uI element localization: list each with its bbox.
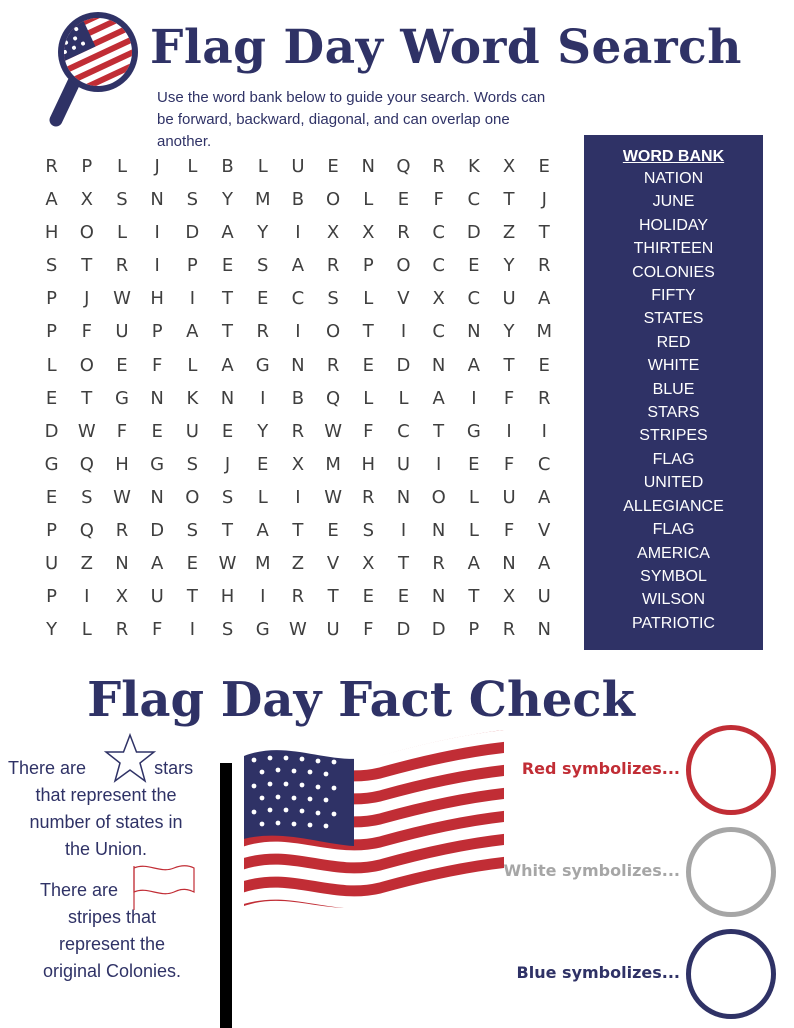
grid-letter[interactable]: E bbox=[397, 189, 410, 211]
grid-letter[interactable]: N bbox=[220, 387, 235, 409]
grid-letter[interactable]: E bbox=[362, 586, 374, 608]
grid-letter[interactable]: L bbox=[398, 387, 409, 409]
grid-letter[interactable]: D bbox=[396, 354, 411, 376]
grid-letter[interactable]: N bbox=[396, 486, 411, 508]
grid-letter[interactable]: G bbox=[255, 354, 270, 376]
grid-letter[interactable]: L bbox=[116, 222, 127, 244]
grid-row bbox=[34, 580, 562, 613]
grid-letter[interactable]: A bbox=[45, 189, 58, 211]
grid-letter[interactable]: K bbox=[467, 156, 480, 177]
grid-letter[interactable]: N bbox=[467, 321, 481, 343]
grid-letter[interactable]: D bbox=[44, 420, 59, 442]
grid-letter[interactable]: P bbox=[81, 156, 93, 177]
grid-letter[interactable]: F bbox=[503, 453, 515, 475]
star-answer-icon[interactable] bbox=[103, 732, 157, 786]
word-bank-item: STRIPES bbox=[639, 427, 708, 445]
grid-letter[interactable]: X bbox=[291, 453, 305, 475]
grid-letter[interactable]: N bbox=[291, 354, 305, 376]
grid-row bbox=[34, 481, 562, 514]
grid-letter[interactable]: F bbox=[151, 354, 163, 376]
word-bank-item: BLUE bbox=[652, 380, 695, 398]
grid-letter[interactable]: E bbox=[257, 453, 269, 475]
word-bank-item: AMERICA bbox=[637, 544, 710, 562]
grid-letter[interactable]: F bbox=[151, 619, 163, 641]
grid-letter[interactable]: A bbox=[467, 354, 480, 376]
american-flag-icon bbox=[240, 728, 508, 928]
grid-letter[interactable]: I bbox=[541, 420, 547, 442]
grid-letter[interactable]: T bbox=[362, 321, 374, 343]
grid-letter[interactable]: L bbox=[257, 156, 268, 177]
grid-letter[interactable]: B bbox=[291, 189, 305, 211]
grid-letter[interactable]: E bbox=[468, 453, 480, 475]
grid-letter[interactable]: L bbox=[468, 486, 479, 508]
grid-letter[interactable]: C bbox=[467, 189, 481, 211]
grid-letter[interactable]: Q bbox=[79, 453, 94, 475]
grid-letter[interactable]: U bbox=[185, 420, 199, 442]
grid-letter[interactable]: R bbox=[326, 354, 340, 376]
grid-letter[interactable]: R bbox=[537, 255, 551, 277]
grid-letter[interactable]: S bbox=[362, 520, 374, 542]
grid-letter[interactable]: L bbox=[116, 156, 127, 177]
grid-letter[interactable]: D bbox=[431, 619, 446, 641]
grid-letter[interactable]: U bbox=[45, 553, 59, 575]
grid-letter[interactable]: F bbox=[81, 321, 92, 343]
word-bank-item: THIRTEEN bbox=[633, 240, 714, 258]
grid-letter[interactable]: U bbox=[502, 288, 516, 310]
grid-letter[interactable]: T bbox=[468, 586, 480, 608]
grid-letter[interactable]: O bbox=[326, 321, 341, 343]
blue-symbolizes-label: Blue symbolizes... bbox=[516, 963, 680, 982]
grid-letter[interactable]: P bbox=[46, 321, 58, 343]
grid-letter[interactable]: R bbox=[291, 586, 305, 608]
grid-letter[interactable]: J bbox=[541, 189, 547, 211]
grid-letter[interactable]: D bbox=[150, 520, 165, 542]
grid-letter[interactable]: R bbox=[502, 619, 516, 641]
grid-letter[interactable]: R bbox=[537, 387, 551, 409]
grid-letter[interactable]: C bbox=[397, 420, 410, 442]
word-bank-item: WILSON bbox=[641, 591, 706, 609]
grid-letter[interactable]: S bbox=[327, 288, 339, 310]
grid-letter[interactable]: S bbox=[221, 486, 234, 508]
stripes-answer-flag-icon[interactable] bbox=[130, 862, 198, 912]
grid-letter[interactable]: A bbox=[256, 520, 269, 542]
page-title: Flag Day Word Search bbox=[150, 20, 742, 75]
grid-letter[interactable]: T bbox=[292, 520, 304, 542]
stripes-fact-line3: represent the bbox=[58, 934, 166, 954]
grid-letter[interactable]: I bbox=[260, 586, 266, 608]
grid-letter[interactable]: P bbox=[46, 520, 58, 542]
grid-letter[interactable]: O bbox=[396, 255, 411, 277]
grid-letter[interactable]: I bbox=[260, 387, 266, 409]
grid-letter[interactable]: A bbox=[221, 354, 234, 376]
grid-letter[interactable]: C bbox=[432, 222, 445, 244]
grid-row bbox=[34, 315, 562, 348]
grid-letter[interactable]: M bbox=[254, 553, 271, 575]
grid-letter[interactable]: I bbox=[506, 420, 512, 442]
word-bank-title: WORD BANK bbox=[622, 148, 725, 165]
grid-letter[interactable]: R bbox=[115, 619, 129, 641]
stripes-fact-line2: stripes that bbox=[67, 907, 157, 927]
grid-letter[interactable]: S bbox=[186, 453, 199, 475]
word-bank-item: FLAG bbox=[652, 450, 695, 468]
grid-letter[interactable]: S bbox=[257, 255, 269, 277]
stars-fact-line1-right: stars bbox=[154, 758, 194, 778]
grid-letter[interactable]: E bbox=[327, 156, 339, 177]
grid-letter[interactable]: E bbox=[257, 288, 269, 310]
grid-letter[interactable]: J bbox=[224, 453, 231, 475]
grid-letter[interactable]: Z bbox=[80, 553, 93, 575]
grid-letter[interactable]: I bbox=[400, 321, 407, 343]
grid-letter[interactable]: L bbox=[363, 189, 374, 211]
grid-letter[interactable]: R bbox=[291, 420, 305, 442]
grid-letter[interactable]: I bbox=[436, 453, 442, 475]
grid-letter[interactable]: G bbox=[255, 619, 270, 641]
grid-letter[interactable]: O bbox=[185, 486, 200, 508]
grid-letter[interactable]: A bbox=[221, 222, 234, 244]
grid-letter[interactable]: H bbox=[44, 222, 59, 244]
stars-fact-line4: the Union. bbox=[64, 839, 148, 859]
grid-letter[interactable]: F bbox=[503, 520, 515, 542]
grid-letter[interactable]: A bbox=[291, 255, 305, 277]
grid-letter[interactable]: Y bbox=[503, 321, 515, 343]
grid-letter[interactable]: E bbox=[468, 255, 480, 277]
grid-letter[interactable]: L bbox=[468, 520, 479, 542]
word-bank-item: ALLEGIANCE bbox=[623, 497, 724, 515]
grid-letter[interactable]: B bbox=[221, 156, 234, 177]
red-answer-circle[interactable] bbox=[686, 725, 776, 815]
grid-letter[interactable]: E bbox=[397, 586, 410, 608]
grid-letter[interactable]: Y bbox=[257, 420, 269, 442]
grid-letter[interactable]: L bbox=[46, 354, 57, 376]
word-bank-item: COLONIES bbox=[632, 263, 715, 281]
grid-letter[interactable]: N bbox=[431, 586, 446, 608]
grid-row bbox=[34, 150, 562, 183]
grid-letter[interactable]: N bbox=[502, 553, 516, 575]
grid-letter[interactable]: E bbox=[538, 156, 550, 177]
grid-letter[interactable]: X bbox=[80, 189, 93, 211]
grid-letter[interactable]: N bbox=[537, 619, 551, 641]
grid-letter[interactable]: W bbox=[324, 420, 342, 442]
grid-letter[interactable]: P bbox=[46, 586, 58, 608]
grid-letter[interactable]: Y bbox=[257, 222, 269, 244]
grid-letter[interactable]: C bbox=[537, 453, 551, 475]
flag-pole bbox=[220, 763, 232, 1028]
grid-letter[interactable]: Y bbox=[46, 619, 58, 641]
grid-letter[interactable]: G bbox=[466, 420, 481, 442]
word-bank-item: NATION bbox=[643, 170, 704, 187]
grid-row bbox=[34, 382, 562, 415]
grid-row bbox=[34, 415, 562, 448]
grid-letter[interactable]: F bbox=[503, 387, 515, 409]
grid-row bbox=[34, 282, 562, 315]
grid-letter[interactable]: L bbox=[363, 288, 374, 310]
grid-row bbox=[34, 183, 562, 216]
grid-letter[interactable]: C bbox=[291, 288, 305, 310]
grid-letter[interactable]: H bbox=[150, 288, 164, 310]
grid-letter[interactable]: O bbox=[79, 222, 94, 244]
grid-letter[interactable]: H bbox=[220, 586, 235, 608]
grid-letter[interactable]: I bbox=[295, 486, 301, 508]
grid-letter[interactable]: R bbox=[397, 222, 410, 244]
word-bank-item: HOLIDAY bbox=[638, 216, 709, 234]
grid-letter[interactable]: G bbox=[44, 453, 59, 475]
grid-letter[interactable]: T bbox=[433, 420, 445, 442]
grid-letter[interactable]: L bbox=[363, 387, 374, 409]
grid-letter[interactable]: S bbox=[81, 486, 93, 508]
grid-letter[interactable]: W bbox=[289, 619, 307, 641]
word-bank-item: STARS bbox=[647, 404, 700, 422]
grid-row bbox=[34, 349, 562, 382]
grid-letter[interactable]: G bbox=[114, 387, 129, 409]
grid-letter[interactable]: V bbox=[326, 553, 340, 575]
grid-row bbox=[34, 249, 562, 282]
grid-letter[interactable]: C bbox=[467, 288, 481, 310]
grid-letter[interactable]: Z bbox=[502, 222, 516, 244]
grid-letter[interactable]: I bbox=[154, 222, 160, 244]
grid-letter[interactable]: R bbox=[432, 553, 445, 575]
word-bank-item: RED bbox=[656, 333, 691, 351]
grid-letter[interactable]: C bbox=[432, 255, 445, 277]
grid-letter[interactable]: U bbox=[115, 321, 129, 343]
grid-row bbox=[34, 613, 562, 646]
stripes-fact-line1: There are bbox=[40, 880, 119, 900]
grid-letter[interactable]: A bbox=[432, 387, 445, 409]
grid-letter[interactable]: X bbox=[362, 222, 375, 244]
grid-letter[interactable]: T bbox=[222, 520, 234, 542]
grid-letter[interactable]: T bbox=[81, 387, 93, 409]
grid-letter[interactable]: X bbox=[115, 586, 129, 608]
grid-letter[interactable]: V bbox=[538, 520, 551, 542]
grid-letter[interactable]: U bbox=[396, 453, 411, 475]
grid-letter[interactable]: M bbox=[325, 453, 341, 475]
white-symbolizes-label: White symbolizes... bbox=[503, 861, 680, 880]
grid-letter[interactable]: J bbox=[154, 156, 160, 177]
grid-letter[interactable]: R bbox=[256, 321, 269, 343]
grid-letter[interactable]: E bbox=[221, 420, 234, 442]
grid-letter[interactable]: P bbox=[186, 255, 198, 277]
grid-letter[interactable]: P bbox=[362, 255, 374, 277]
grid-letter[interactable]: S bbox=[45, 255, 58, 277]
grid-letter[interactable]: L bbox=[81, 619, 92, 641]
word-bank-item: FLAG bbox=[652, 521, 695, 539]
grid-letter[interactable]: A bbox=[150, 553, 164, 575]
grid-letter[interactable]: T bbox=[222, 288, 234, 310]
grid-letter[interactable]: R bbox=[432, 156, 445, 177]
grid-letter[interactable]: G bbox=[150, 453, 165, 475]
magnifying-glass-flag-icon bbox=[48, 8, 144, 132]
grid-letter[interactable]: A bbox=[538, 288, 551, 310]
grid-letter[interactable]: I bbox=[154, 255, 160, 277]
grid-letter[interactable]: N bbox=[431, 354, 446, 376]
grid-letter[interactable]: T bbox=[222, 321, 234, 343]
grid-letter[interactable]: X bbox=[502, 156, 516, 177]
grid-letter[interactable]: Q bbox=[79, 520, 94, 542]
grid-letter[interactable]: E bbox=[45, 486, 58, 508]
grid-letter[interactable]: T bbox=[186, 586, 198, 608]
white-answer-circle[interactable] bbox=[686, 827, 776, 917]
grid-letter[interactable]: T bbox=[503, 354, 515, 376]
grid-letter[interactable]: U bbox=[291, 156, 305, 177]
grid-letter[interactable]: H bbox=[115, 453, 129, 475]
grid-letter[interactable]: A bbox=[538, 486, 551, 508]
stripes-fact-line4: original Colonies. bbox=[42, 961, 182, 981]
grid-letter[interactable]: Y bbox=[222, 189, 234, 211]
grid-row bbox=[34, 216, 562, 249]
grid-letter[interactable]: U bbox=[150, 586, 164, 608]
grid-letter[interactable]: U bbox=[326, 619, 340, 641]
grid-letter[interactable]: H bbox=[361, 453, 376, 475]
grid-letter[interactable]: U bbox=[537, 586, 551, 608]
grid-letter[interactable]: L bbox=[257, 486, 268, 508]
grid-letter[interactable]: W bbox=[77, 420, 96, 442]
grid-letter[interactable]: R bbox=[45, 156, 58, 177]
grid-letter[interactable]: E bbox=[362, 354, 374, 376]
word-bank-item: STATES bbox=[643, 310, 704, 328]
grid-letter[interactable]: O bbox=[79, 354, 94, 376]
grid-letter[interactable]: W bbox=[218, 553, 237, 575]
red-symbolizes-label: Red symbolizes... bbox=[521, 759, 680, 778]
grid-letter[interactable]: S bbox=[221, 619, 234, 641]
grid-letter[interactable]: I bbox=[189, 619, 195, 641]
grid-letter[interactable]: N bbox=[361, 156, 376, 177]
word-bank-list bbox=[584, 167, 763, 635]
word-bank-item: SYMBOL bbox=[640, 567, 707, 585]
grid-letter[interactable]: B bbox=[291, 387, 305, 409]
grid-row bbox=[34, 448, 562, 481]
grid-letter[interactable]: D bbox=[466, 222, 481, 244]
word-bank-item: FIFTY bbox=[651, 287, 696, 305]
stars-fact-line1-left: There are bbox=[8, 758, 87, 778]
blue-answer-circle[interactable] bbox=[686, 929, 776, 1019]
grid-letter[interactable]: Y bbox=[503, 255, 515, 277]
grid-letter[interactable]: P bbox=[468, 619, 480, 641]
grid-letter[interactable]: F bbox=[363, 420, 374, 442]
grid-letter[interactable]: N bbox=[150, 387, 164, 409]
word-search-grid bbox=[34, 150, 562, 646]
grid-letter[interactable]: N bbox=[150, 486, 164, 508]
grid-letter[interactable]: T bbox=[397, 553, 409, 575]
grid-letter[interactable]: V bbox=[397, 288, 410, 310]
grid-letter[interactable]: T bbox=[538, 222, 550, 244]
grid-letter[interactable]: O bbox=[326, 189, 341, 211]
grid-letter[interactable]: E bbox=[221, 255, 234, 277]
grid-letter[interactable]: S bbox=[186, 520, 199, 542]
grid-letter[interactable]: E bbox=[151, 420, 163, 442]
grid-letter[interactable]: W bbox=[113, 486, 131, 508]
fact-check-title: Flag Day Fact Check bbox=[87, 672, 635, 728]
grid-letter[interactable]: I bbox=[295, 321, 301, 343]
word-bank-item: PATRIOTIC bbox=[632, 614, 715, 632]
grid-letter[interactable]: I bbox=[471, 387, 477, 409]
grid-letter[interactable]: D bbox=[396, 619, 411, 641]
grid-letter[interactable]: U bbox=[502, 486, 516, 508]
grid-letter[interactable]: S bbox=[186, 189, 199, 211]
grid-letter[interactable]: E bbox=[538, 354, 550, 376]
grid-letter[interactable]: W bbox=[324, 486, 342, 508]
grid-letter[interactable]: W bbox=[113, 288, 131, 310]
grid-letter[interactable]: M bbox=[536, 321, 552, 343]
grid-letter[interactable]: Q bbox=[326, 387, 341, 409]
word-bank bbox=[584, 135, 763, 650]
grid-letter[interactable]: P bbox=[46, 288, 58, 310]
grid-letter[interactable]: Z bbox=[291, 553, 305, 575]
stars-fact-line2: that represent the bbox=[35, 785, 177, 805]
grid-row bbox=[34, 514, 562, 547]
grid-letter[interactable]: F bbox=[116, 420, 128, 442]
grid-letter[interactable]: T bbox=[327, 586, 339, 608]
word-bank-item: WHITE bbox=[647, 357, 700, 375]
grid-letter[interactable]: X bbox=[432, 288, 445, 310]
grid-letter[interactable]: N bbox=[115, 553, 129, 575]
grid-letter[interactable]: I bbox=[84, 586, 90, 608]
grid-letter[interactable]: E bbox=[186, 553, 199, 575]
grid-letter[interactable]: R bbox=[362, 486, 375, 508]
grid-letter[interactable]: F bbox=[433, 189, 444, 211]
grid-letter[interactable]: M bbox=[254, 189, 271, 211]
grid-letter[interactable]: J bbox=[84, 288, 90, 310]
grid-letter[interactable]: C bbox=[432, 321, 445, 343]
grid-letter[interactable]: A bbox=[186, 321, 199, 343]
grid-letter[interactable]: E bbox=[116, 354, 128, 376]
grid-letter[interactable]: K bbox=[186, 387, 199, 409]
grid-letter[interactable]: S bbox=[116, 189, 128, 211]
stars-fact-line3: number of states in bbox=[29, 812, 183, 832]
grid-letter[interactable]: A bbox=[538, 553, 551, 575]
grid-letter[interactable]: N bbox=[150, 189, 164, 211]
grid-letter[interactable]: L bbox=[187, 354, 198, 376]
grid-letter[interactable]: D bbox=[185, 222, 200, 244]
grid-letter[interactable]: Q bbox=[396, 156, 411, 177]
instructions: Use the word bank below to guide your search. Words can be forward, backward, diagonal, and can overlap one another. bbox=[157, 89, 546, 150]
grid-letter[interactable]: T bbox=[503, 189, 515, 211]
grid-letter[interactable]: I bbox=[295, 222, 301, 244]
word-bank-item: UNITED bbox=[643, 474, 704, 492]
grid-letter[interactable]: E bbox=[327, 520, 339, 542]
grid-letter[interactable]: R bbox=[326, 255, 340, 277]
grid-letter[interactable]: T bbox=[81, 255, 93, 277]
grid-letter[interactable]: R bbox=[115, 255, 129, 277]
grid-letter[interactable]: X bbox=[326, 222, 340, 244]
grid-letter[interactable]: F bbox=[363, 619, 374, 641]
grid-letter[interactable]: P bbox=[151, 321, 163, 343]
grid-letter[interactable]: R bbox=[115, 520, 129, 542]
word-bank-item: JUNE bbox=[652, 193, 695, 211]
grid-row bbox=[34, 547, 562, 580]
grid-letter[interactable]: I bbox=[400, 520, 407, 542]
grid-letter[interactable]: A bbox=[467, 553, 480, 575]
grid-letter[interactable]: E bbox=[45, 387, 58, 409]
grid-letter[interactable]: N bbox=[431, 520, 446, 542]
grid-letter[interactable]: O bbox=[431, 486, 446, 508]
grid-letter[interactable]: X bbox=[362, 553, 375, 575]
grid-letter[interactable]: X bbox=[502, 586, 516, 608]
grid-letter[interactable]: I bbox=[189, 288, 195, 310]
grid-letter[interactable]: L bbox=[187, 156, 198, 177]
